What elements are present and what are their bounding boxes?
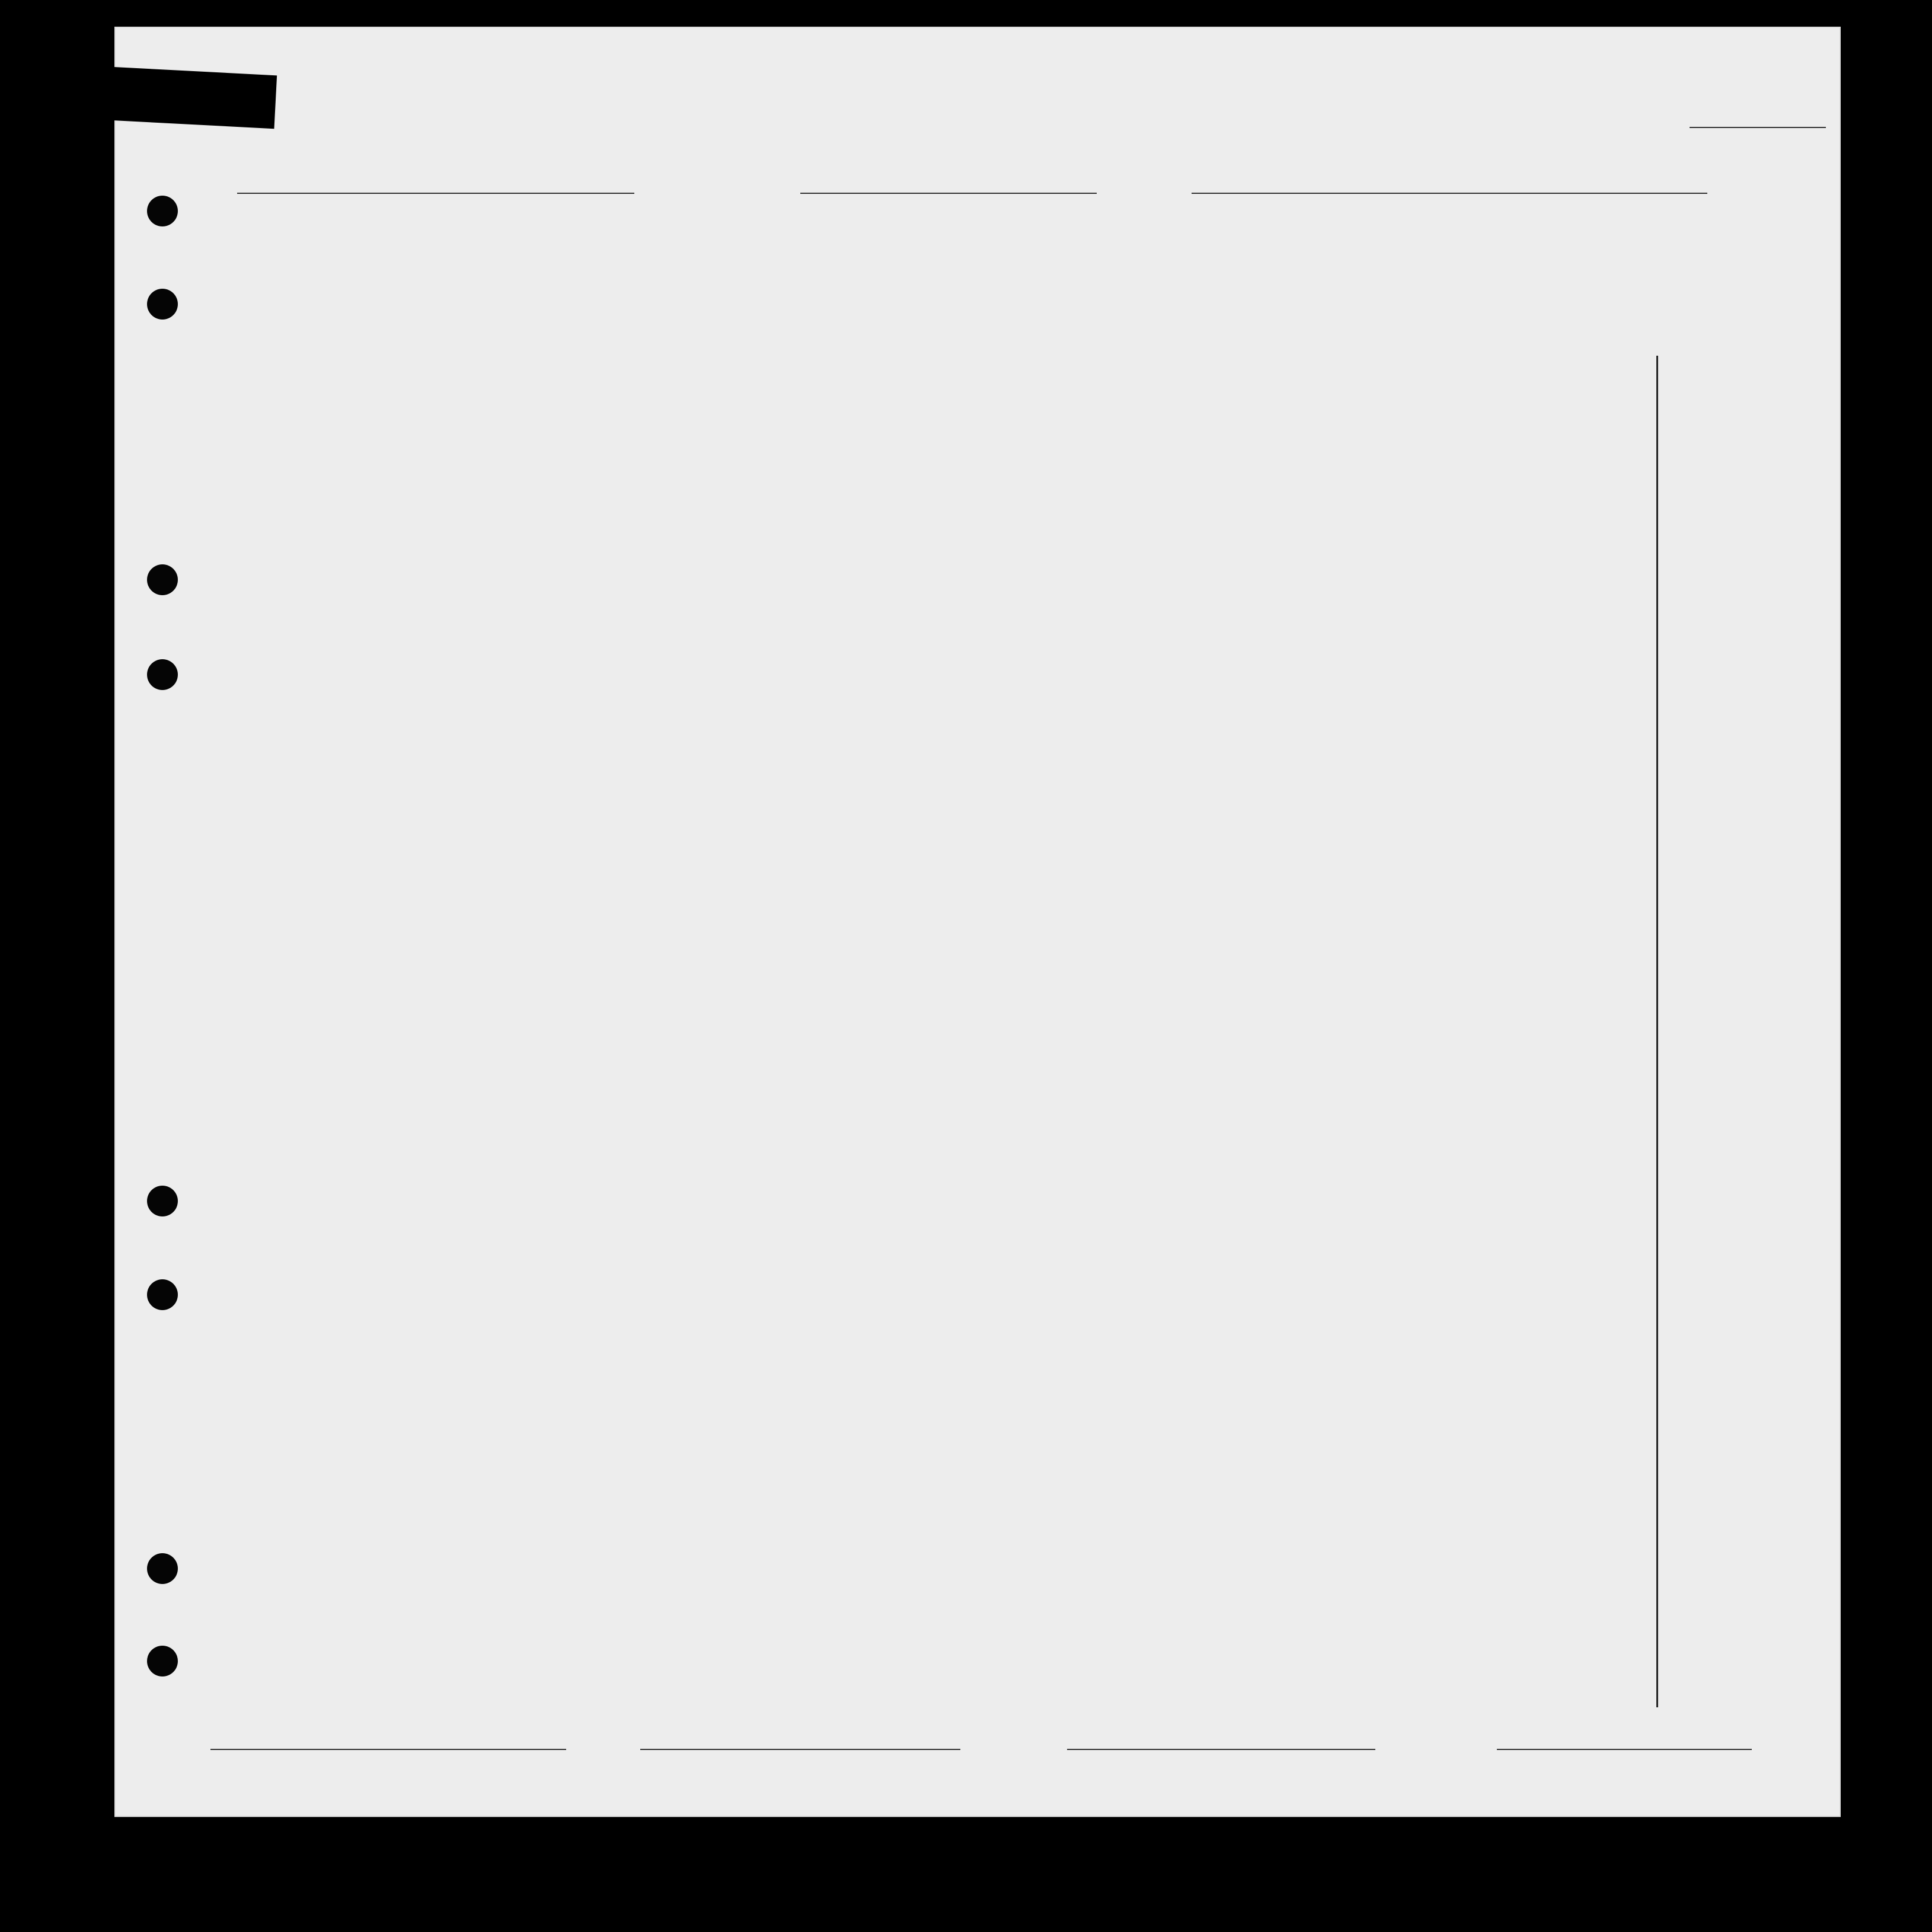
agents-underline [1067,1749,1375,1750]
owners-underline [640,1749,960,1750]
binder-hole [147,1279,178,1310]
binder-hole [147,564,178,595]
officer-underline [1497,1749,1752,1750]
action-bracket-line [1656,356,1658,1707]
binder-hole [147,1553,178,1584]
arriving-underline [1192,193,1707,194]
binder-hole [147,659,178,690]
binder-hole [147,1646,178,1676]
vessel-underline [237,193,634,194]
torn-corner [108,67,277,129]
binder-hole [147,289,178,320]
manifest-sheet [114,27,1841,1817]
binder-hole [147,1186,178,1216]
binder-hole [147,196,178,226]
line-underline [210,1749,566,1750]
sailing-underline [800,193,1097,194]
sheet-underline [1690,127,1826,128]
